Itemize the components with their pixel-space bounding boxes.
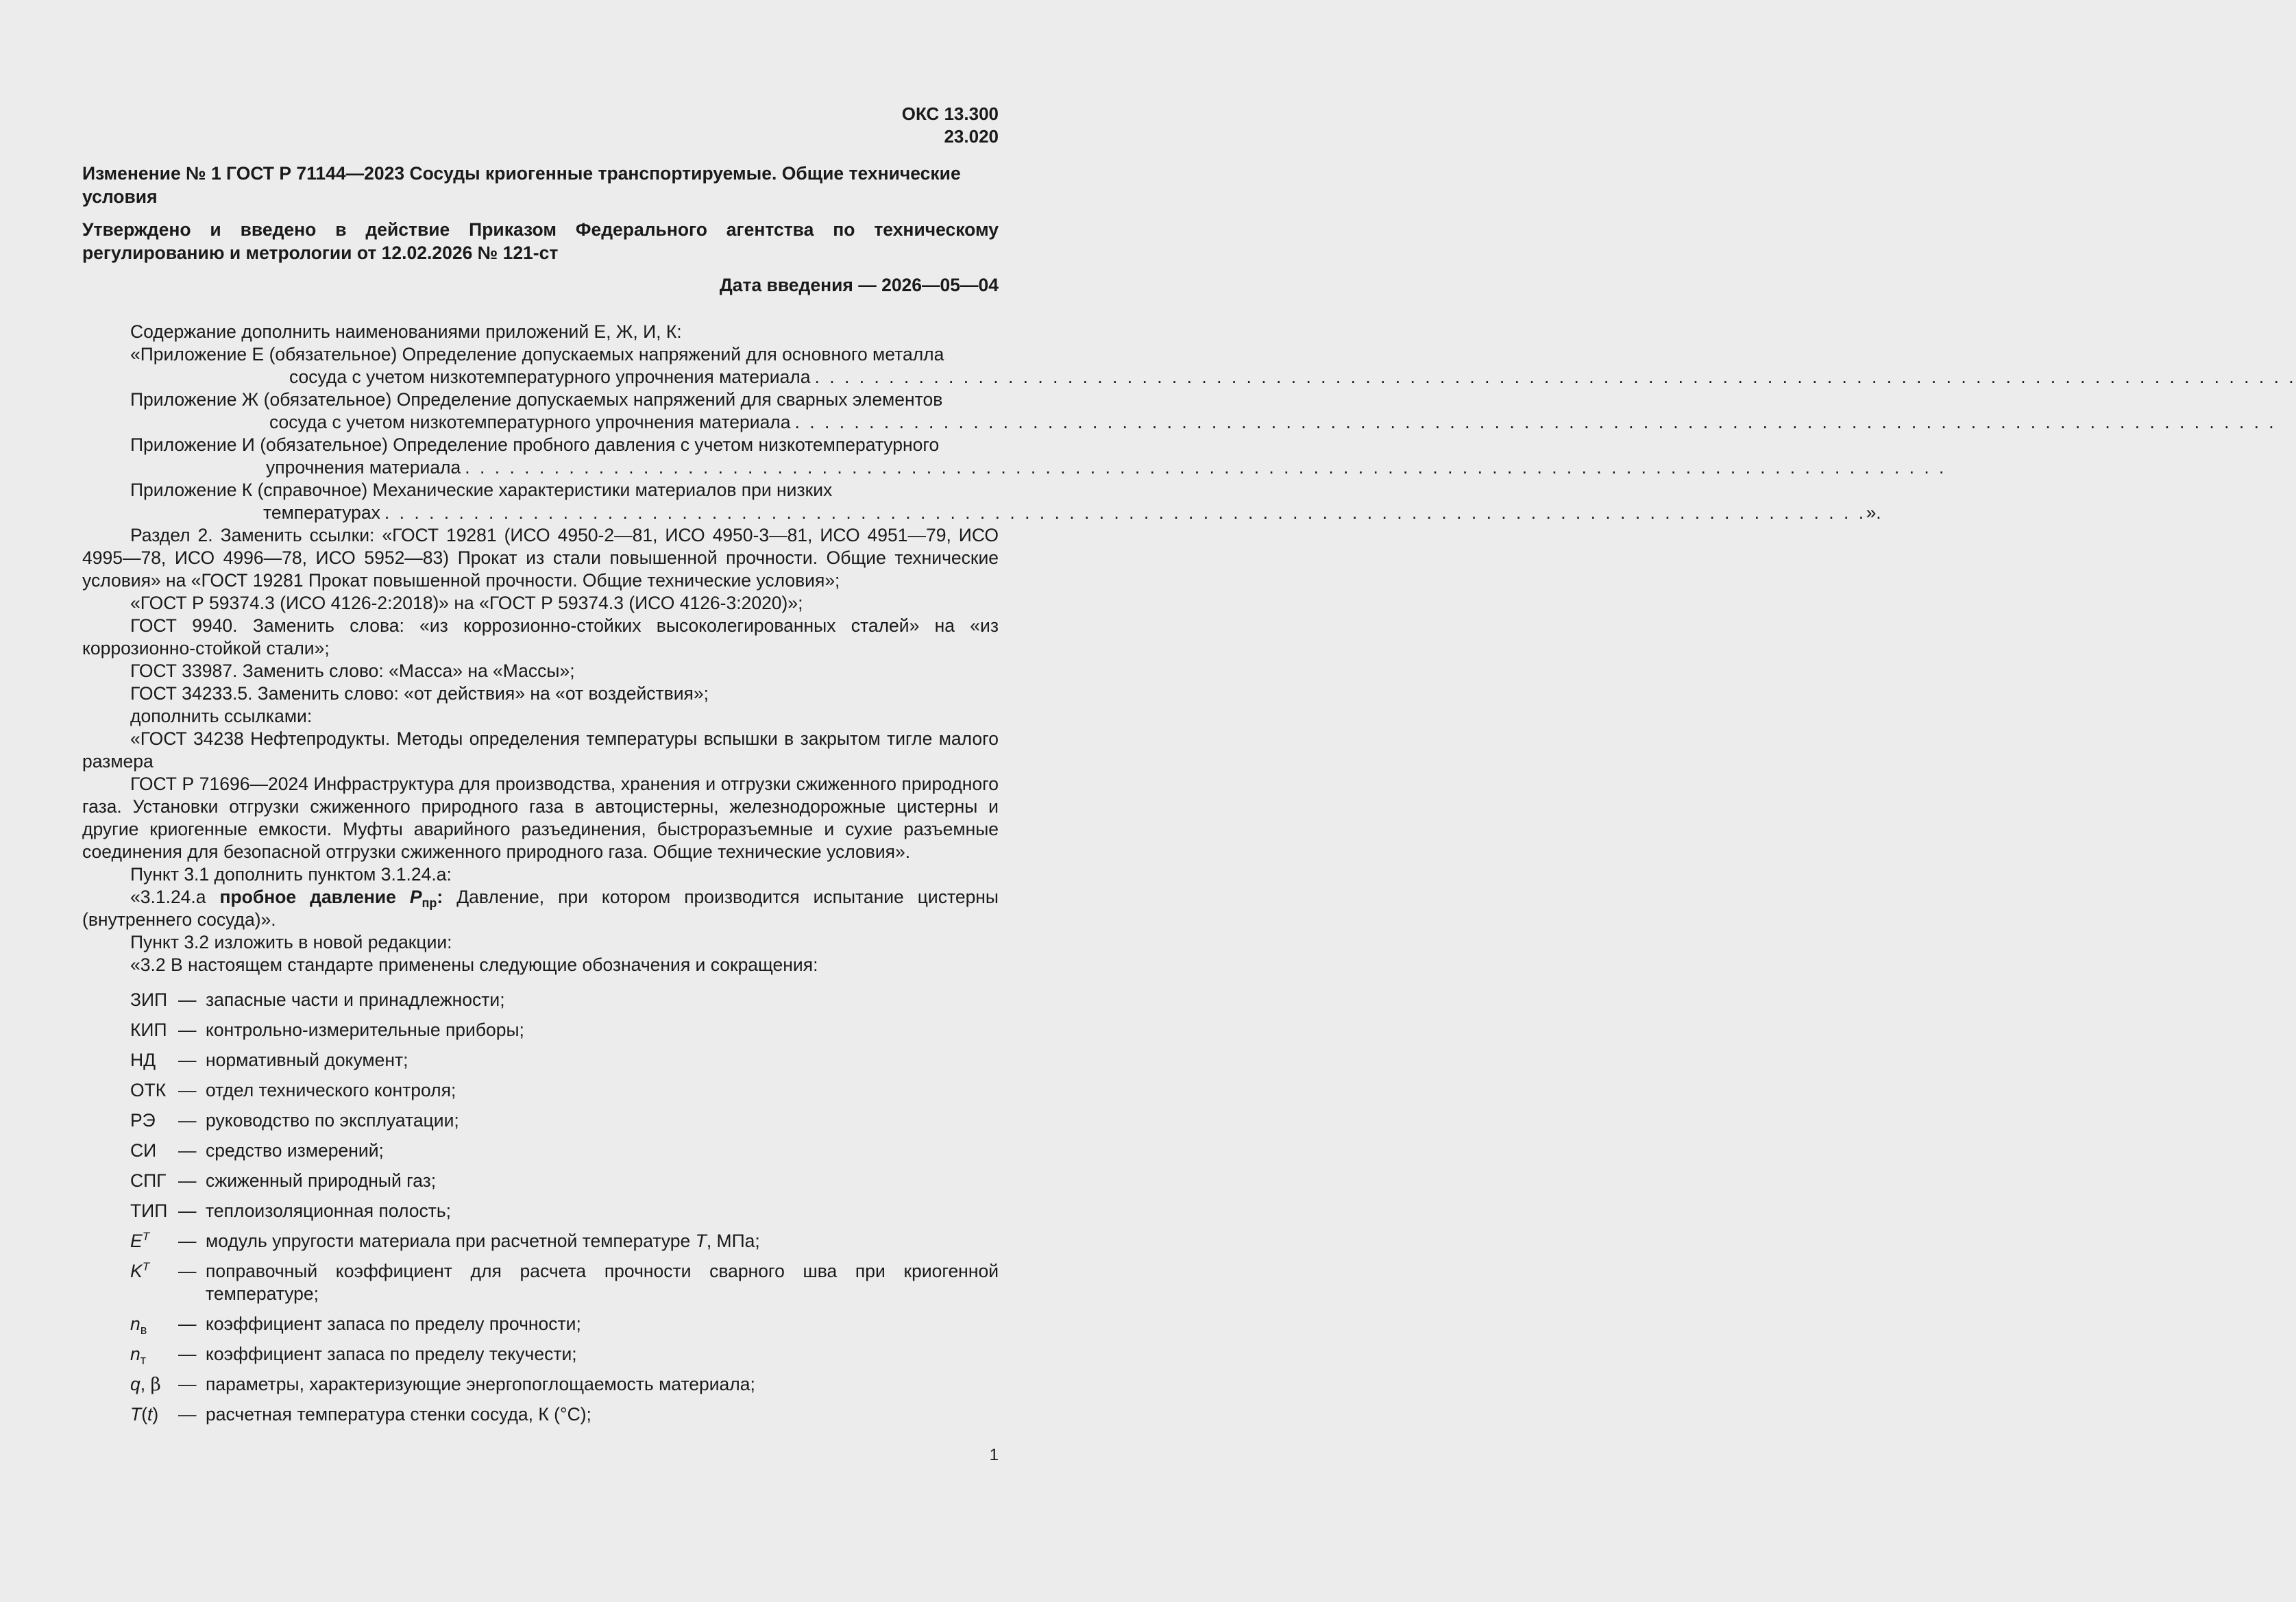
symbol-base: T [130,1404,142,1425]
abbreviation-dash: — [178,1170,197,1191]
oks-code-2: 23.020 [944,126,999,147]
paragraph-definition-3-1-24a [82,886,999,931]
symbol-beta: β [150,1374,161,1395]
toc-entry-e-line2 [82,366,2296,389]
definition-text: , МПа; [706,1231,760,1251]
abbreviation-term: НД [130,1050,156,1070]
definition-symbol: T [695,1231,707,1251]
definition-symbol: P [409,887,422,907]
definition-text: Давление, при котором производится испытание цистерны (внутреннего сосуда)». [82,887,999,930]
abbreviation-definition: теплоизоляционная полость; [206,1200,452,1221]
abbreviation-definition: средство измерений; [206,1140,384,1161]
toc-entry-text: сосуда с учетом низкотемпературного упрочнения материала [269,412,791,432]
symbol-separator: , [140,1374,151,1394]
toc-entry-k-line2 [82,502,1881,524]
symbol-superscript: T [142,1260,150,1273]
abbreviation-definition: контрольно-измерительные приборы; [206,1020,524,1040]
abbreviation-definition: коэффициент запаса по пределу прочности; [206,1314,581,1334]
abbreviation-term: КИП [130,1020,167,1040]
definition-colon: : [437,887,443,907]
abbreviation-dash: — [178,1140,197,1161]
abbreviation-dash: — [178,1050,197,1070]
abbreviation-row [82,1403,999,1426]
abbreviation-dash: — [178,1261,197,1281]
toc-leader-dots: . . . . . . . . . . . . . . . . . . . . . . . . . . . . . . . . . . . . . . . . . . . . . . . . . . . . . . . . . . . . . . . . . . . . . . . . . . . . . . . . . . . . . . . . . . . . . . . . . . . . [794,412,2277,432]
abbreviation-row [82,1230,999,1253]
definition-number: «3.1.24.а [130,887,220,907]
abbreviation-definition: параметры, характеризующие энергопоглощаемость материала; [206,1374,755,1394]
definition-text: модуль упругости материала при расчетной температуре [206,1231,696,1251]
abbreviation-row [82,989,999,1011]
symbol-arg: t [147,1404,153,1425]
abbreviation-row [82,1170,999,1192]
symbol-subscript: т [140,1353,146,1367]
abbreviation-term [82,1313,178,1335]
abbreviation-dash: — [178,989,197,1010]
symbol-paren: ( [141,1404,148,1425]
abbreviation-definition: отдел технического контроля; [206,1080,456,1100]
toc-entry-text: сосуда с учетом низкотемпературного упрочнения материала [289,367,811,387]
abbreviation-dash: — [178,1080,197,1100]
abbreviation-definition: поправочный коэффициент для расчета прочности сварного шва при криогенной температуре; [206,1261,999,1304]
toc-entry-e-line1: «Приложение Е (обязательное) Определение допускаемых напряжений для основного металла [130,344,944,365]
toc-leader-dots: . . . . . . . . . . . . . . . . . . . . . . . . . . . . . . . . . . . . . . . . . . . . . . . . . . . . . . . . . . . . . . . . . . . . . . . . . . . . . . . . . . . . . . . . . . . . . . . . . . . . [814,367,2296,387]
toc-entry-text: температурах [263,502,380,523]
abbreviation-dash: — [178,1200,197,1221]
paragraph-add-refs: дополнить ссылками: [130,706,313,726]
symbol-base: n [130,1314,141,1334]
abbreviation-term: РЭ [130,1110,156,1131]
abbreviation-definition: расчетная температура стенки сосуда, К (°С); [206,1404,591,1425]
symbol-list [82,1230,999,1426]
paragraph-gost-71696: ГОСТ Р 71696—2024 Инфраструктура для производства, хранения и отгрузки сжиженного природного газа. Установки отгрузки сжиженного природного газа в автоцистерны, железнодорожные цистерны и другие криогенные емкости. Муфты аварийного разъединения, быстроразъемные и сухие разъемные соединения для безопасной отгрузки сжиженного природного газа. Общие технические условия». [82,774,999,862]
abbreviation-term [82,1343,178,1366]
paragraph-item-3-1: Пункт 3.1 дополнить пунктом 3.1.24.а: [130,864,452,885]
abbreviation-term [82,1373,178,1396]
definition-term [219,887,443,910]
symbol-subscript: в [140,1323,147,1337]
abbreviation-dash: — [178,1344,197,1364]
toc-entry-k-line1: Приложение К (справочное) Механические характеристики материалов при низких [130,480,833,500]
abbreviation-dash: — [178,1020,197,1040]
paragraph-gost-34238: «ГОСТ 34238 Нефтепродукты. Методы определения температуры вспышки в закрытом тигле малого размера [82,728,999,772]
abbreviation-row [82,1139,999,1162]
abbreviation-term: СИ [130,1140,157,1161]
toc-entry-i-line1: Приложение И (обязательное) Определение пробного давления с учетом низкотемпературного [130,434,940,455]
abbreviation-term: СПГ [130,1170,167,1191]
toc-entry-closing: ». [1866,502,1881,523]
toc-entry-i-line2 [82,456,1946,479]
abbreviation-dash: — [178,1374,197,1394]
toc-intro: Содержание дополнить наименованиями приложений Е, Ж, И, К: [130,321,682,342]
abbreviation-row [82,1343,999,1366]
abbreviation-dash: — [178,1404,197,1425]
paragraph-3-2-intro: «3.2 В настоящем стандарте применены следующие обозначения и сокращения: [130,954,818,975]
paragraph-gost-59374: «ГОСТ Р 59374.3 (ИСО 4126-2:2018)» на «ГОСТ Р 59374.3 (ИСО 4126-3:2020)»; [130,593,803,613]
toc-entry-zh-line1: Приложение Ж (обязательное) Определение допускаемых напряжений для сварных элементов [130,389,943,410]
toc-section [82,321,2296,524]
abbreviation-dash: — [178,1231,197,1251]
toc-entry-zh-line2 [82,411,2277,434]
abbreviation-term [82,1403,178,1426]
symbol-base: n [130,1344,141,1364]
abbreviation-dash: — [178,1110,197,1131]
abbreviation-row [82,1313,999,1335]
paragraph-gost-34233: ГОСТ 34233.5. Заменить слово: «от действия» на «от воздействия»; [130,683,709,704]
toc-leader-dots: . . . . . . . . . . . . . . . . . . . . . . . . . . . . . . . . . . . . . . . . . . . . . . . . . . . . . . . . . . . . . . . . . . . . . . . . . . . . . . . . . . . . . . . . . . . . . . . . . . . . [465,457,1946,478]
paragraph-gost-33987: ГОСТ 33987. Заменить слово: «Масса» на «Массы»; [130,661,575,681]
abbreviation-definition: сжиженный природный газ; [206,1170,437,1191]
abbreviation-row [82,1109,999,1132]
abbreviation-definition: руководство по эксплуатации; [206,1110,459,1131]
symbol-base: E [130,1231,143,1251]
abbreviation-row [82,1200,999,1222]
symbol-paren: ) [152,1404,159,1425]
symbol-superscript: T [142,1230,150,1243]
oks-code-block [82,103,999,148]
oks-code-1: ОКС 13.300 [901,103,999,124]
abbreviation-term: ОТК [130,1080,167,1100]
abbreviation-term: ЗИП [130,989,168,1010]
page-number: 1 [989,1446,999,1464]
page-content [82,103,2296,1433]
abbreviation-row [82,1260,999,1305]
abbreviation-list [82,989,999,1222]
abbreviation-row [82,1373,999,1396]
toc-entry-text: упрочнения материала [266,457,461,478]
abbreviation-definition: нормативный документ; [206,1050,408,1070]
approval-statement: Утверждено и введено в действие Приказом Федерального агентства по техническому регулированию и метрологии от 12.02.2026 № 121-ст [82,219,999,263]
abbreviation-term [82,1230,178,1253]
definition-term-text: пробное давление [219,887,410,907]
abbreviation-definition: запасные части и принадлежности; [206,989,505,1010]
abbreviation-row [82,1049,999,1072]
abbreviation-term [82,1260,178,1305]
symbol-base: K [130,1261,143,1281]
abbreviation-term: ТИП [130,1200,168,1221]
paragraph-gost-9940: ГОСТ 9940. Заменить слова: «из коррозионно-стойких высоколегированных сталей» на «из коррозионно-стойкой стали»; [82,615,999,658]
effective-date: Дата введения — 2026—05—04 [719,275,999,295]
paragraph-section2: Раздел 2. Заменить ссылки: «ГОСТ 19281 (ИСО 4950-2—81, ИСО 4950-3—81, ИСО 4951—79, ИСО 4995—78, ИСО 4996—78, ИСО 5952—83) Прокат из стали повышенной прочности. Общие технические условия» на «ГОСТ 19281 Прокат повышенной прочности. Общие технические условия»; [82,525,999,591]
abbreviation-definition: коэффициент запаса по пределу текучести; [206,1344,577,1364]
abbreviation-dash: — [178,1314,197,1334]
abbreviation-row [82,1019,999,1042]
toc-leader-dots: . . . . . . . . . . . . . . . . . . . . . . . . . . . . . . . . . . . . . . . . . . . . . . . . . . . . . . . . . . . . . . . . . . . . . . . . . . . . . . . . . . . . . . . . . . . . . . . . . . . . [384,502,1866,523]
symbol-q: q [130,1374,141,1394]
paragraph-item-3-2: Пункт 3.2 изложить в новой редакции: [130,932,452,952]
definition-symbol-subscript: пр [422,896,437,910]
amendment-title: Изменение № 1 ГОСТ Р 71144—2023 Сосуды криогенные транспортируемые. Общие технические условия [82,163,961,207]
abbreviation-row [82,1079,999,1102]
abbreviation-definition [206,1230,999,1253]
